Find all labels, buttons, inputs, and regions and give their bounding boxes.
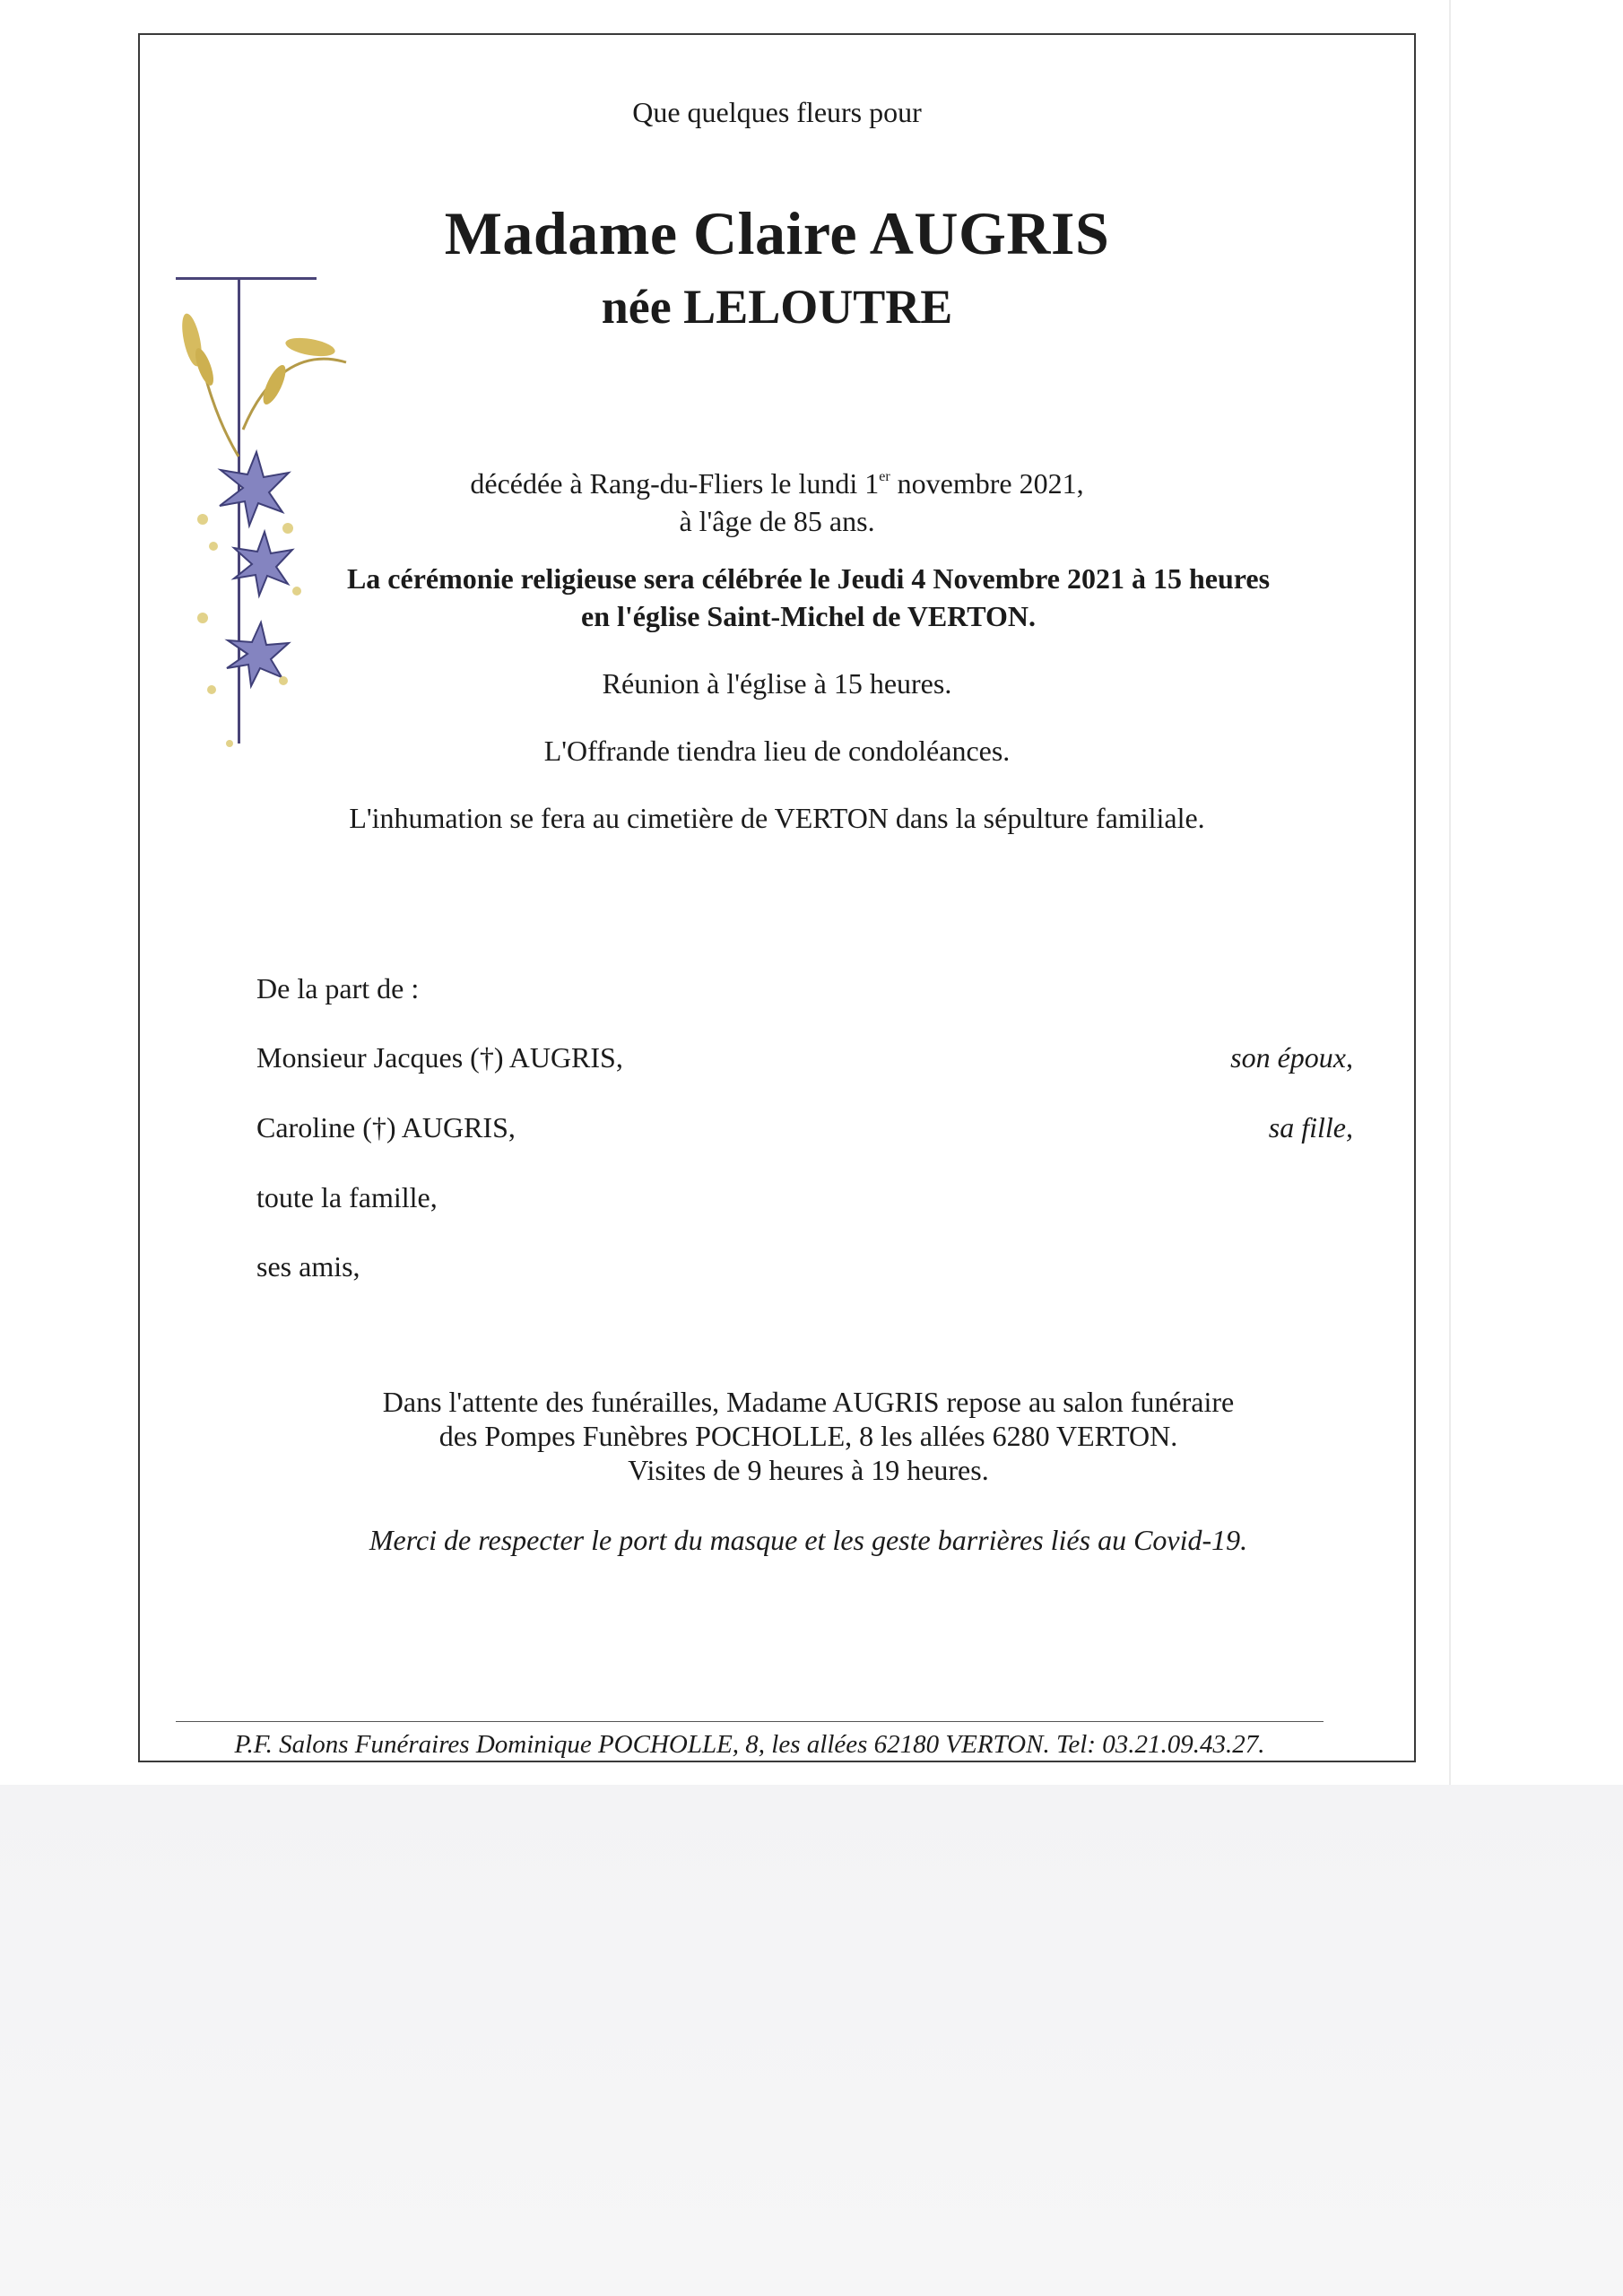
footer-divider xyxy=(176,1721,1324,1722)
funeral-home-info xyxy=(171,1385,1445,1487)
family-heading: De la part de : xyxy=(256,972,420,1004)
family-member-name: toute la famille, xyxy=(256,1181,438,1213)
family-member-name: Monsieur Jacques (†) AUGRIS, xyxy=(256,1041,623,1074)
rest-line-1: Dans l'attente des funérailles, Madame AUGRIS repose au salon funéraire xyxy=(382,1386,1235,1418)
family-member-relation: son époux, xyxy=(1230,1041,1353,1074)
scan-background xyxy=(0,1785,1623,2296)
offering-line: L'Offrande tiendra lieu de condoléances. xyxy=(543,735,1011,767)
meeting-line: Réunion à l'église à 15 heures. xyxy=(602,667,952,700)
rest-line-2: des Pompes Funèbres POCHOLLE, 8 les allées 6280 VERTON. xyxy=(438,1420,1178,1452)
ceremony-line-1: La cérémonie religieuse sera célébrée le Jeudi 4 Novembre 2021 à 15 heures xyxy=(346,562,1271,595)
footer-funeral-home: P.F. Salons Funéraires Dominique POCHOLLE, 8, les allées 62180 VERTON. Tel: 03.21.09.43.27. xyxy=(234,1730,1265,1759)
notice-frame xyxy=(138,33,1416,1762)
family-member-relation: sa fille, xyxy=(1268,1111,1353,1144)
family-member-name: Caroline (†) AUGRIS, xyxy=(256,1111,516,1144)
death-line-1b: novembre 2021, xyxy=(890,467,1084,500)
deceased-name: Madame Claire AUGRIS xyxy=(444,199,1110,267)
maiden-name: née LELOUTRE xyxy=(601,280,953,334)
death-line-1a: décédée à Rang-du-Fliers le lundi 1 xyxy=(470,467,880,500)
burial-line: L'inhumation se fera au cimetière de VERTON dans la sépulture familiale. xyxy=(349,802,1205,834)
rest-line-3: Visites de 9 heures à 19 heures. xyxy=(628,1454,989,1486)
family-member-name: ses amis, xyxy=(256,1250,360,1283)
ceremony-info xyxy=(171,560,1445,635)
death-line-1-sup: er xyxy=(879,469,890,484)
intro-line: Que quelques fleurs pour xyxy=(632,96,922,128)
scan-edge xyxy=(1449,0,1451,1785)
covid-notice: Merci de respecter le port du masque et les geste barrières liés au Covid-19. xyxy=(369,1524,1248,1556)
ceremony-line-2: en l'église Saint-Michel de VERTON. xyxy=(580,600,1037,632)
death-info xyxy=(140,458,1414,540)
death-line-2: à l'âge de 85 ans. xyxy=(679,505,875,537)
